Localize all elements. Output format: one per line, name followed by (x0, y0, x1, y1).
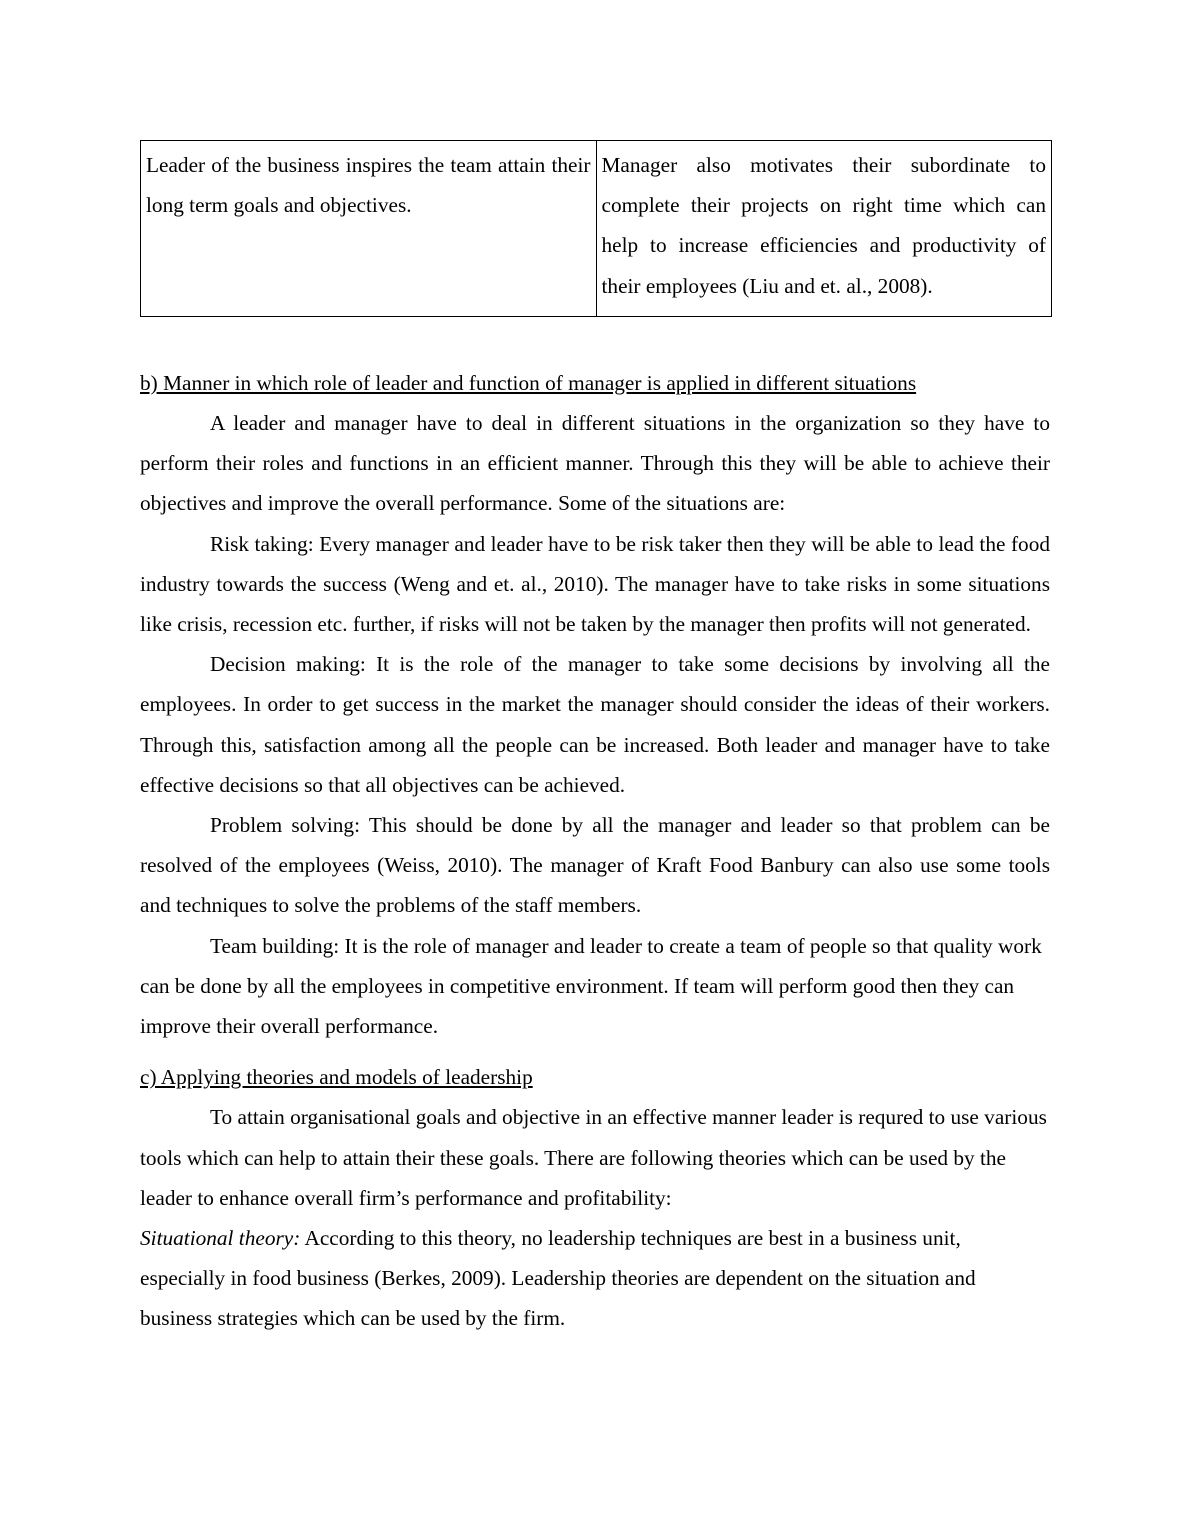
table-row (141, 141, 1052, 317)
document-page (140, 140, 1050, 1339)
team-building-paragraph: Team building: It is the role of manager and leader to create a team of people so that quality work can be done by all the employees in competitive environment. If team will perform good then they can improve their overall performance. (140, 933, 1042, 1039)
situational-theory-text: According to this theory, no leadership techniques are best in a business unit, especially in food business (Berkes, 2009). Leadership theories are dependent on the situation and business strategies which can be used by the firm. (140, 1226, 976, 1331)
leader-cell: Leader of the business inspires the team attain their long term goals and objectives. (141, 141, 597, 317)
problem-solving-paragraph: Problem solving: This should be done by all the manager and leader so that problem can be resolved of the employees (Weiss, 2010). The manager of Kraft Food Banbury can also use some tools and techniques to solve the problems of the staff members. (140, 813, 1050, 918)
risk-taking-paragraph: Risk taking: Every manager and leader have to be risk taker then they will be able to lead the food industry towards the success (Weng and et. al., 2010). The manager have to take risks in some situations like crisis, recession etc. further, if risks will not be taken by the manager then profits will not generated. (140, 531, 1050, 637)
section-c-intro-paragraph: To attain organisational goals and objective in an effective manner leader is requred to use various tools which can help to attain their these goals. There are following theories which can be used by the leader to enhance overall firm’s performance and profitability: (140, 1105, 1047, 1210)
section-b-heading: b) Manner in which role of leader and function of manager is applied in different situations (140, 370, 917, 395)
section-b-intro-paragraph: A leader and manager have to deal in different situations in the organization so they have to perform their roles and functions in an efficient manner. Through this they will be able to achieve their objectives and improve the overall performance. Some of the situations are: (140, 411, 1050, 516)
situational-theory-term: Situational theory: (140, 1226, 301, 1251)
section-c-heading: c) Applying theories and models of leadership (140, 1065, 533, 1090)
decision-making-paragraph: Decision making: It is the role of the manager to take some decisions by involving all the employees. In order to get success in the market the manager should consider the ideas of their workers. Through this, satisfaction among all the people can be increased. Both leader and manager have to take effective decisions so that all objectives can be achieved. (140, 652, 1050, 797)
situational-theory-paragraph (140, 1218, 1050, 1339)
manager-cell: Manager also motivates their subordinate to complete their projects on right time which can help to increase efficiencies and productivity of their employees (Liu and et. al., 2008). (596, 141, 1052, 317)
leader-manager-comparison-table (140, 140, 1052, 317)
